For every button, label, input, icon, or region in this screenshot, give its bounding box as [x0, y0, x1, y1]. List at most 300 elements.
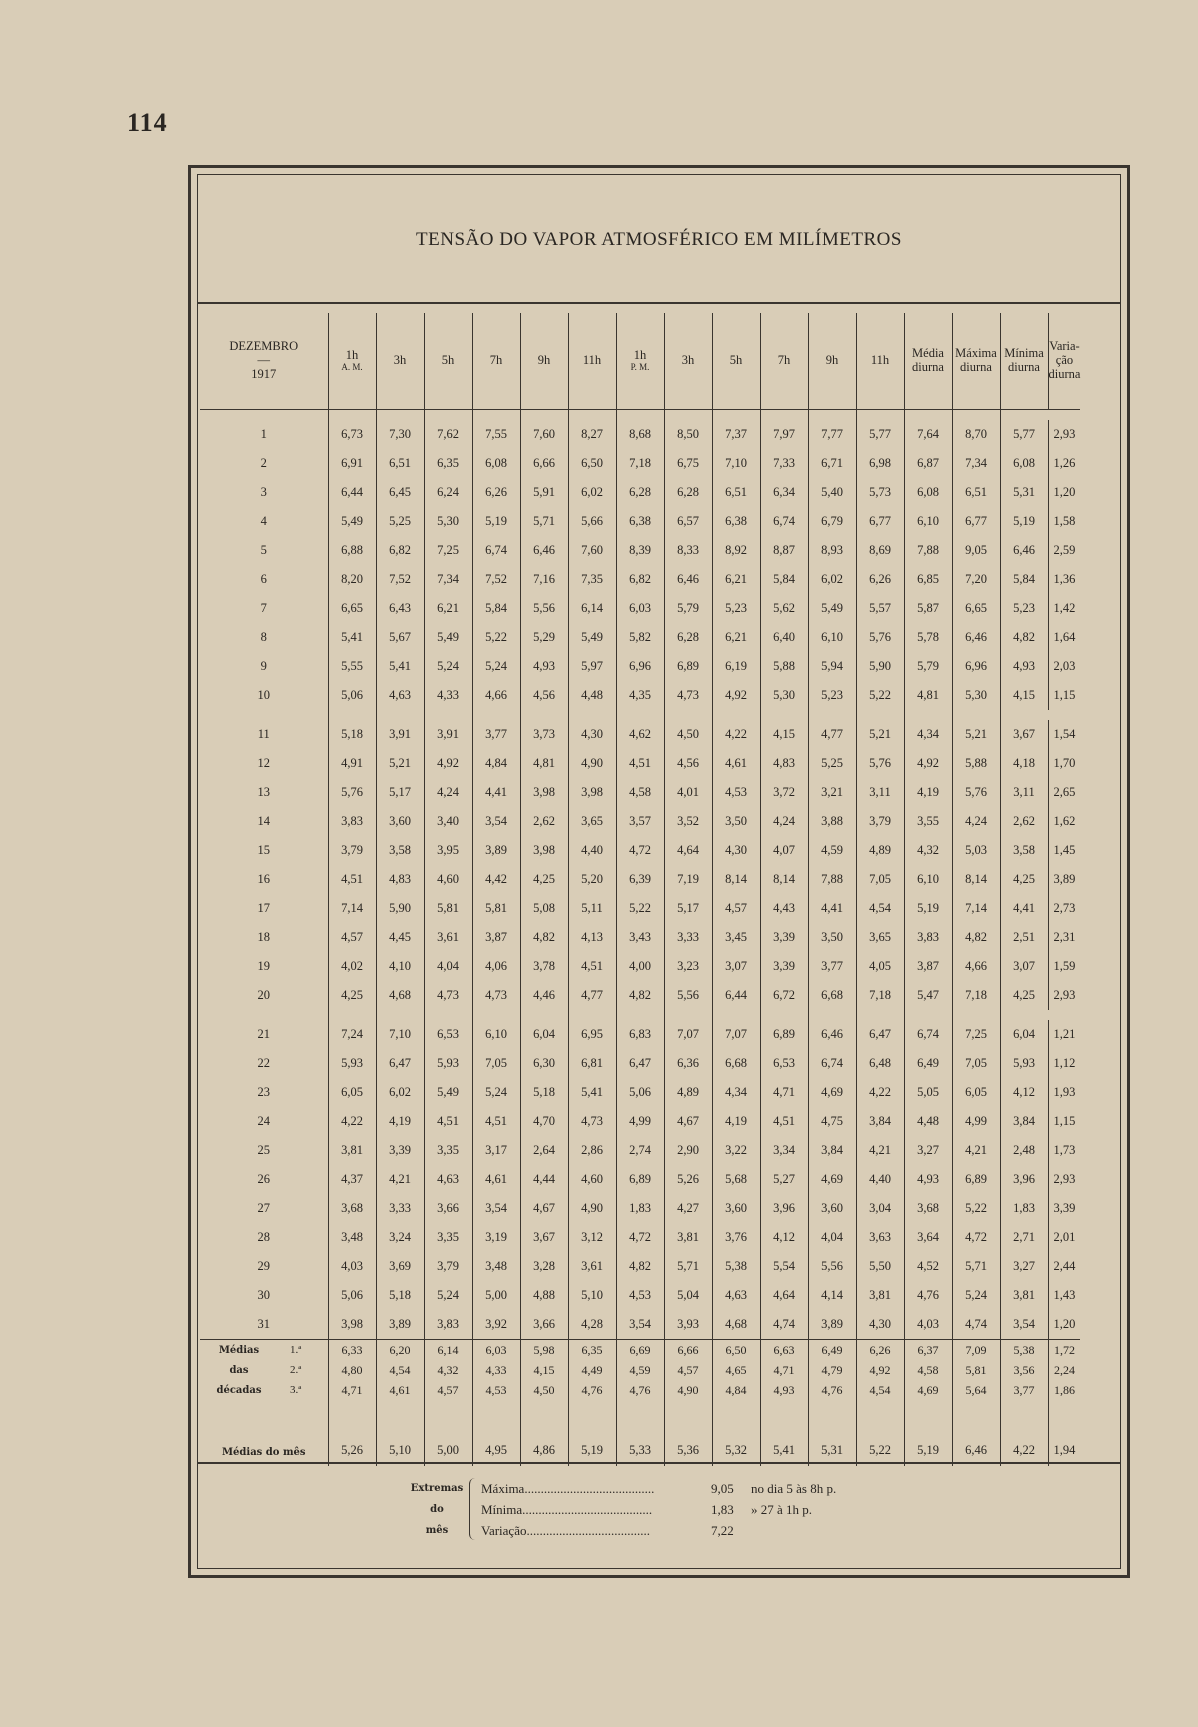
- value-cell: 2,59: [1048, 536, 1080, 565]
- day-cell: 21: [257, 1027, 270, 1041]
- monthly-label: Médias do mês: [221, 1447, 306, 1458]
- value-cell: 7,16: [520, 565, 568, 594]
- value-cell: 5,98: [520, 1340, 568, 1361]
- value-cell: 7,97: [760, 420, 808, 449]
- value-cell: 6,08: [1000, 449, 1048, 478]
- value-cell: 5,90: [856, 652, 904, 681]
- value-cell: 7,24: [328, 1020, 376, 1049]
- value-cell: 4,61: [712, 749, 760, 778]
- value-cell: 5,32: [712, 1400, 760, 1466]
- value-cell: 6,30: [520, 1049, 568, 1078]
- table-row: [200, 594, 1080, 623]
- value-cell: 5,30: [760, 681, 808, 710]
- table-row: [200, 807, 1080, 836]
- value-cell: 5,81: [952, 1360, 1000, 1380]
- value-cell: 5,24: [472, 652, 520, 681]
- value-cell: 6,57: [664, 507, 712, 536]
- value-cell: 4,69: [808, 1078, 856, 1107]
- value-cell: 5,19: [904, 1400, 952, 1466]
- value-cell: 5,21: [952, 720, 1000, 749]
- decade-label-cell: [200, 1380, 328, 1400]
- value-cell: 6,14: [568, 594, 616, 623]
- value-cell: 4,69: [808, 1165, 856, 1194]
- value-cell: 2,48: [1000, 1136, 1048, 1165]
- value-cell: 6,89: [616, 1165, 664, 1194]
- value-cell: 4,25: [1000, 981, 1048, 1010]
- value-cell: 3,81: [664, 1223, 712, 1252]
- value-cell: 6,47: [616, 1049, 664, 1078]
- value-cell: 5,56: [808, 1252, 856, 1281]
- value-cell: 4,48: [904, 1107, 952, 1136]
- header-row: [200, 313, 1080, 410]
- value-cell: 7,18: [616, 449, 664, 478]
- value-cell: 6,47: [856, 1020, 904, 1049]
- table-row: [200, 1310, 1080, 1340]
- day-cell: 11: [257, 727, 270, 741]
- value-cell: 4,92: [424, 749, 472, 778]
- value-cell: 6,14: [424, 1340, 472, 1361]
- value-cell: 5,93: [424, 1049, 472, 1078]
- value-cell: 5,41: [328, 623, 376, 652]
- value-cell: 4,74: [760, 1310, 808, 1340]
- value-cell: 4,22: [328, 1107, 376, 1136]
- value-cell: 3,64: [904, 1223, 952, 1252]
- value-cell: 5,23: [712, 594, 760, 623]
- value-cell: 4,71: [760, 1078, 808, 1107]
- value-cell: 4,59: [808, 836, 856, 865]
- day-cell: 27: [257, 1201, 270, 1215]
- value-cell: 5,22: [616, 894, 664, 923]
- hour-header: 3h: [376, 313, 424, 410]
- value-cell: 6,83: [616, 1020, 664, 1049]
- value-cell: 2,62: [1000, 807, 1048, 836]
- day-cell: 31: [257, 1317, 270, 1331]
- value-cell: 4,64: [664, 836, 712, 865]
- value-cell: 4,27: [664, 1194, 712, 1223]
- decade-mean-row: [200, 1380, 1080, 1400]
- value-cell: 6,28: [616, 478, 664, 507]
- value-cell: 4,15: [520, 1360, 568, 1380]
- value-cell: 4,77: [568, 981, 616, 1010]
- value-cell: 3,34: [760, 1136, 808, 1165]
- value-cell: 3,66: [424, 1194, 472, 1223]
- value-cell: 6,03: [616, 594, 664, 623]
- value-cell: 7,34: [952, 449, 1000, 478]
- value-cell: 3,88: [808, 807, 856, 836]
- value-cell: 1,64: [1048, 623, 1080, 652]
- value-cell: 4,60: [568, 1165, 616, 1194]
- value-cell: 5,78: [904, 623, 952, 652]
- value-cell: 5,50: [856, 1252, 904, 1281]
- pm-label: P. M.: [630, 361, 650, 372]
- value-cell: 2,64: [520, 1136, 568, 1165]
- value-cell: 4,61: [472, 1165, 520, 1194]
- value-cell: 5,23: [808, 681, 856, 710]
- value-cell: 7,14: [952, 894, 1000, 923]
- table-row: [200, 836, 1080, 865]
- value-cell: 4,82: [952, 923, 1000, 952]
- value-cell: 2,93: [1048, 420, 1080, 449]
- day-cell: 10: [257, 688, 270, 702]
- value-cell: 2,74: [616, 1136, 664, 1165]
- value-cell: 6,46: [520, 536, 568, 565]
- value-cell: 4,32: [904, 836, 952, 865]
- value-cell: 1,62: [1048, 807, 1080, 836]
- value-cell: 4,92: [904, 749, 952, 778]
- value-cell: 4,00: [616, 952, 664, 981]
- month-header: [200, 313, 328, 410]
- value-cell: 5,31: [808, 1400, 856, 1466]
- value-cell: 7,07: [712, 1020, 760, 1049]
- extreme-name: Mínima........................................: [481, 1502, 653, 1517]
- day-cell: 16: [257, 872, 270, 886]
- value-cell: 3,98: [328, 1310, 376, 1340]
- extreme-name: Variação......................................: [481, 1523, 650, 1538]
- value-cell: 3,35: [424, 1136, 472, 1165]
- value-cell: 5,08: [520, 894, 568, 923]
- value-cell: 4,63: [424, 1165, 472, 1194]
- day-cell: 28: [257, 1230, 270, 1244]
- value-cell: 4,33: [424, 681, 472, 710]
- value-cell: 7,77: [808, 420, 856, 449]
- value-cell: 4,92: [712, 681, 760, 710]
- value-cell: 5,19: [1000, 507, 1048, 536]
- value-cell: 5,31: [1000, 478, 1048, 507]
- decade-label: das: [229, 1364, 249, 1376]
- hour-header: 1h A. M.: [328, 313, 376, 410]
- extremes-rows: [481, 1478, 836, 1541]
- value-cell: 6,10: [472, 1020, 520, 1049]
- value-cell: 7,20: [952, 565, 1000, 594]
- value-cell: 3,27: [1000, 1252, 1048, 1281]
- value-cell: 3,23: [664, 952, 712, 981]
- value-cell: 4,65: [712, 1360, 760, 1380]
- value-cell: 8,14: [760, 865, 808, 894]
- value-cell: 5,20: [568, 865, 616, 894]
- value-cell: 5,30: [952, 681, 1000, 710]
- value-cell: 4,28: [568, 1310, 616, 1340]
- value-cell: 6,38: [712, 507, 760, 536]
- value-cell: 4,72: [952, 1223, 1000, 1252]
- value-cell: 6,10: [904, 865, 952, 894]
- hour-header: 3h: [664, 313, 712, 410]
- value-cell: 4,89: [856, 836, 904, 865]
- value-cell: 5,26: [664, 1165, 712, 1194]
- value-cell: 6,49: [904, 1049, 952, 1078]
- value-cell: 3,33: [664, 923, 712, 952]
- value-cell: 3,98: [568, 778, 616, 807]
- value-cell: 6,04: [520, 1020, 568, 1049]
- value-cell: 5,18: [520, 1078, 568, 1107]
- value-cell: 3,43: [616, 923, 664, 952]
- value-cell: 4,12: [1000, 1078, 1048, 1107]
- value-cell: 4,93: [760, 1380, 808, 1400]
- value-cell: 6,26: [856, 1340, 904, 1361]
- value-cell: 1,20: [1048, 1310, 1080, 1340]
- value-cell: 4,19: [712, 1107, 760, 1136]
- value-cell: 5,93: [328, 1049, 376, 1078]
- value-cell: 7,18: [952, 981, 1000, 1010]
- value-cell: 3,81: [856, 1281, 904, 1310]
- value-cell: 6,36: [664, 1049, 712, 1078]
- value-cell: 4,51: [472, 1107, 520, 1136]
- day-cell: 3: [260, 485, 267, 499]
- value-cell: 6,35: [568, 1340, 616, 1361]
- value-cell: 4,57: [328, 923, 376, 952]
- value-cell: 3,81: [328, 1136, 376, 1165]
- value-cell: 4,99: [952, 1107, 1000, 1136]
- maxima-header: Máxima diurna: [952, 313, 1000, 410]
- value-cell: 5,77: [856, 420, 904, 449]
- value-cell: 8,92: [712, 536, 760, 565]
- value-cell: 4,91: [328, 749, 376, 778]
- value-cell: 5,90: [376, 894, 424, 923]
- value-cell: 2,71: [1000, 1223, 1048, 1252]
- value-cell: 7,52: [376, 565, 424, 594]
- value-cell: 5,18: [328, 720, 376, 749]
- value-cell: 9,05: [952, 536, 1000, 565]
- value-cell: 4,32: [424, 1360, 472, 1380]
- value-cell: 5,23: [1000, 594, 1048, 623]
- value-cell: 6,44: [328, 478, 376, 507]
- value-cell: 5,68: [712, 1165, 760, 1194]
- value-cell: 7,33: [760, 449, 808, 478]
- value-cell: 5,10: [376, 1400, 424, 1466]
- value-cell: 5,49: [808, 594, 856, 623]
- value-cell: 4,58: [904, 1360, 952, 1380]
- value-cell: 3,77: [472, 720, 520, 749]
- day-cell: 17: [257, 901, 270, 915]
- value-cell: 5,36: [664, 1400, 712, 1466]
- hour-header: 7h: [472, 313, 520, 410]
- value-cell: 1,42: [1048, 594, 1080, 623]
- value-cell: 4,90: [664, 1380, 712, 1400]
- value-cell: 6,71: [808, 449, 856, 478]
- value-cell: 6,50: [568, 449, 616, 478]
- value-cell: 6,21: [712, 623, 760, 652]
- value-cell: 4,43: [760, 894, 808, 923]
- value-cell: 6,74: [808, 1049, 856, 1078]
- value-cell: 4,56: [520, 681, 568, 710]
- value-cell: 4,12: [760, 1223, 808, 1252]
- value-cell: 3,27: [904, 1136, 952, 1165]
- value-cell: 7,05: [472, 1049, 520, 1078]
- value-cell: 6,46: [952, 623, 1000, 652]
- vapor-pressure-table: [200, 313, 1080, 1466]
- value-cell: 3,87: [472, 923, 520, 952]
- value-cell: 3,58: [1000, 836, 1048, 865]
- value-cell: 5,79: [664, 594, 712, 623]
- value-cell: 1,83: [616, 1194, 664, 1223]
- value-cell: 1,20: [1048, 478, 1080, 507]
- value-cell: 6,26: [856, 565, 904, 594]
- value-cell: 3,79: [424, 1252, 472, 1281]
- extreme-name: Máxima........................................: [481, 1481, 655, 1496]
- value-cell: 1,73: [1048, 1136, 1080, 1165]
- value-cell: 6,74: [904, 1020, 952, 1049]
- value-cell: 6,68: [808, 981, 856, 1010]
- value-cell: 6,37: [904, 1340, 952, 1361]
- value-cell: 5,56: [520, 594, 568, 623]
- value-cell: 6,68: [712, 1049, 760, 1078]
- value-cell: 4,41: [472, 778, 520, 807]
- day-cell: 23: [257, 1085, 270, 1099]
- extreme-note: no dia 5 às 8h p.: [751, 1481, 837, 1496]
- value-cell: 4,76: [616, 1380, 664, 1400]
- value-cell: 4,81: [904, 681, 952, 710]
- value-cell: 7,60: [568, 536, 616, 565]
- value-cell: 4,22: [856, 1078, 904, 1107]
- value-cell: 6,03: [472, 1340, 520, 1361]
- value-cell: 4,34: [904, 720, 952, 749]
- value-cell: 4,25: [520, 865, 568, 894]
- value-cell: 3,52: [664, 807, 712, 836]
- value-cell: 4,14: [808, 1281, 856, 1310]
- value-cell: 3,84: [1000, 1107, 1048, 1136]
- value-cell: 3,96: [760, 1194, 808, 1223]
- value-cell: 5,84: [472, 594, 520, 623]
- value-cell: 3,12: [568, 1223, 616, 1252]
- value-cell: 3,39: [760, 952, 808, 981]
- value-cell: 1,59: [1048, 952, 1080, 981]
- value-cell: 7,34: [424, 565, 472, 594]
- value-cell: 3,77: [1000, 1380, 1048, 1400]
- value-cell: 4,54: [856, 894, 904, 923]
- value-cell: 4,72: [616, 836, 664, 865]
- spacer-row: [200, 1010, 1080, 1020]
- value-cell: 6,10: [808, 623, 856, 652]
- value-cell: 3,79: [328, 836, 376, 865]
- value-cell: 3,81: [1000, 1281, 1048, 1310]
- value-cell: 6,72: [760, 981, 808, 1010]
- value-cell: 5,57: [856, 594, 904, 623]
- value-cell: 4,57: [712, 894, 760, 923]
- value-cell: 4,51: [568, 952, 616, 981]
- value-cell: 6,46: [952, 1400, 1000, 1466]
- value-cell: 8,68: [616, 420, 664, 449]
- value-cell: 4,37: [328, 1165, 376, 1194]
- value-cell: 5,62: [760, 594, 808, 623]
- value-cell: 5,76: [856, 623, 904, 652]
- value-cell: 4,73: [472, 981, 520, 1010]
- value-cell: 6,02: [808, 565, 856, 594]
- table-body: [200, 410, 1080, 1467]
- value-cell: 2,86: [568, 1136, 616, 1165]
- table-inner-border: [197, 174, 1121, 1569]
- value-cell: 4,40: [856, 1165, 904, 1194]
- value-cell: 3,48: [472, 1252, 520, 1281]
- table-row: [200, 1165, 1080, 1194]
- value-cell: 4,73: [568, 1107, 616, 1136]
- value-cell: 8,27: [568, 420, 616, 449]
- value-cell: 5,06: [616, 1078, 664, 1107]
- table-row: [200, 894, 1080, 923]
- value-cell: 6,39: [616, 865, 664, 894]
- extremes-block: [198, 1462, 1120, 1554]
- value-cell: 5,00: [472, 1281, 520, 1310]
- value-cell: 4,24: [952, 807, 1000, 836]
- day-cell: 24: [257, 1114, 270, 1128]
- value-cell: 5,81: [424, 894, 472, 923]
- value-cell: 4,03: [904, 1310, 952, 1340]
- value-cell: 5,54: [760, 1252, 808, 1281]
- table-row: [200, 1136, 1080, 1165]
- value-cell: 3,54: [472, 1194, 520, 1223]
- day-cell: 30: [257, 1288, 270, 1302]
- value-cell: 4,89: [664, 1078, 712, 1107]
- am-label: A. M.: [341, 361, 363, 372]
- value-cell: 7,60: [520, 420, 568, 449]
- variacao-header: Varia- ção diurna: [1048, 313, 1080, 410]
- value-cell: 3,83: [424, 1310, 472, 1340]
- table-frame: [188, 165, 1130, 1578]
- value-cell: 4,45: [376, 923, 424, 952]
- value-cell: 4,15: [760, 720, 808, 749]
- value-cell: 6,05: [952, 1078, 1000, 1107]
- hour-header: 5h: [712, 313, 760, 410]
- table-row: [200, 923, 1080, 952]
- hour-header: 9h: [808, 313, 856, 410]
- value-cell: 8,39: [616, 536, 664, 565]
- value-cell: 1,45: [1048, 836, 1080, 865]
- value-cell: 3,98: [520, 836, 568, 865]
- value-cell: 1,15: [1048, 1107, 1080, 1136]
- value-cell: 6,08: [472, 449, 520, 478]
- value-cell: 3,39: [1048, 1194, 1080, 1223]
- decade-index: 3.ª: [290, 1383, 302, 1396]
- day-cell: 18: [257, 930, 270, 944]
- value-cell: 2,93: [1048, 981, 1080, 1010]
- value-cell: 5,40: [808, 478, 856, 507]
- value-cell: 3,60: [808, 1194, 856, 1223]
- table-row: [200, 652, 1080, 681]
- value-cell: 5,84: [1000, 565, 1048, 594]
- value-cell: 5,22: [856, 1400, 904, 1466]
- day-cell: 22: [257, 1056, 270, 1070]
- value-cell: 4,86: [520, 1400, 568, 1466]
- value-cell: 4,15: [1000, 681, 1048, 710]
- value-cell: 4,41: [1000, 894, 1048, 923]
- table-row: [200, 1020, 1080, 1049]
- day-cell: 14: [257, 814, 270, 828]
- value-cell: 3,78: [520, 952, 568, 981]
- extreme-row: [481, 1499, 836, 1520]
- value-cell: 3,54: [472, 807, 520, 836]
- value-cell: 3,54: [1000, 1310, 1048, 1340]
- decade-label: décadas: [216, 1384, 262, 1396]
- value-cell: 6,21: [712, 565, 760, 594]
- value-cell: 6,89: [760, 1020, 808, 1049]
- table-row: [200, 720, 1080, 749]
- value-cell: 3,54: [616, 1310, 664, 1340]
- value-cell: 4,90: [568, 749, 616, 778]
- value-cell: 6,26: [472, 478, 520, 507]
- value-cell: 4,82: [1000, 623, 1048, 652]
- value-cell: 5,27: [760, 1165, 808, 1194]
- value-cell: 4,60: [424, 865, 472, 894]
- value-cell: 3,89: [1048, 865, 1080, 894]
- value-cell: 2,03: [1048, 652, 1080, 681]
- value-cell: 1,70: [1048, 749, 1080, 778]
- value-cell: 5,87: [904, 594, 952, 623]
- value-cell: 4,84: [712, 1380, 760, 1400]
- value-cell: 4,92: [856, 1360, 904, 1380]
- value-cell: 5,06: [328, 681, 376, 710]
- value-cell: 4,84: [472, 749, 520, 778]
- value-cell: 7,05: [952, 1049, 1000, 1078]
- value-cell: 8,20: [328, 565, 376, 594]
- value-cell: 3,79: [856, 807, 904, 836]
